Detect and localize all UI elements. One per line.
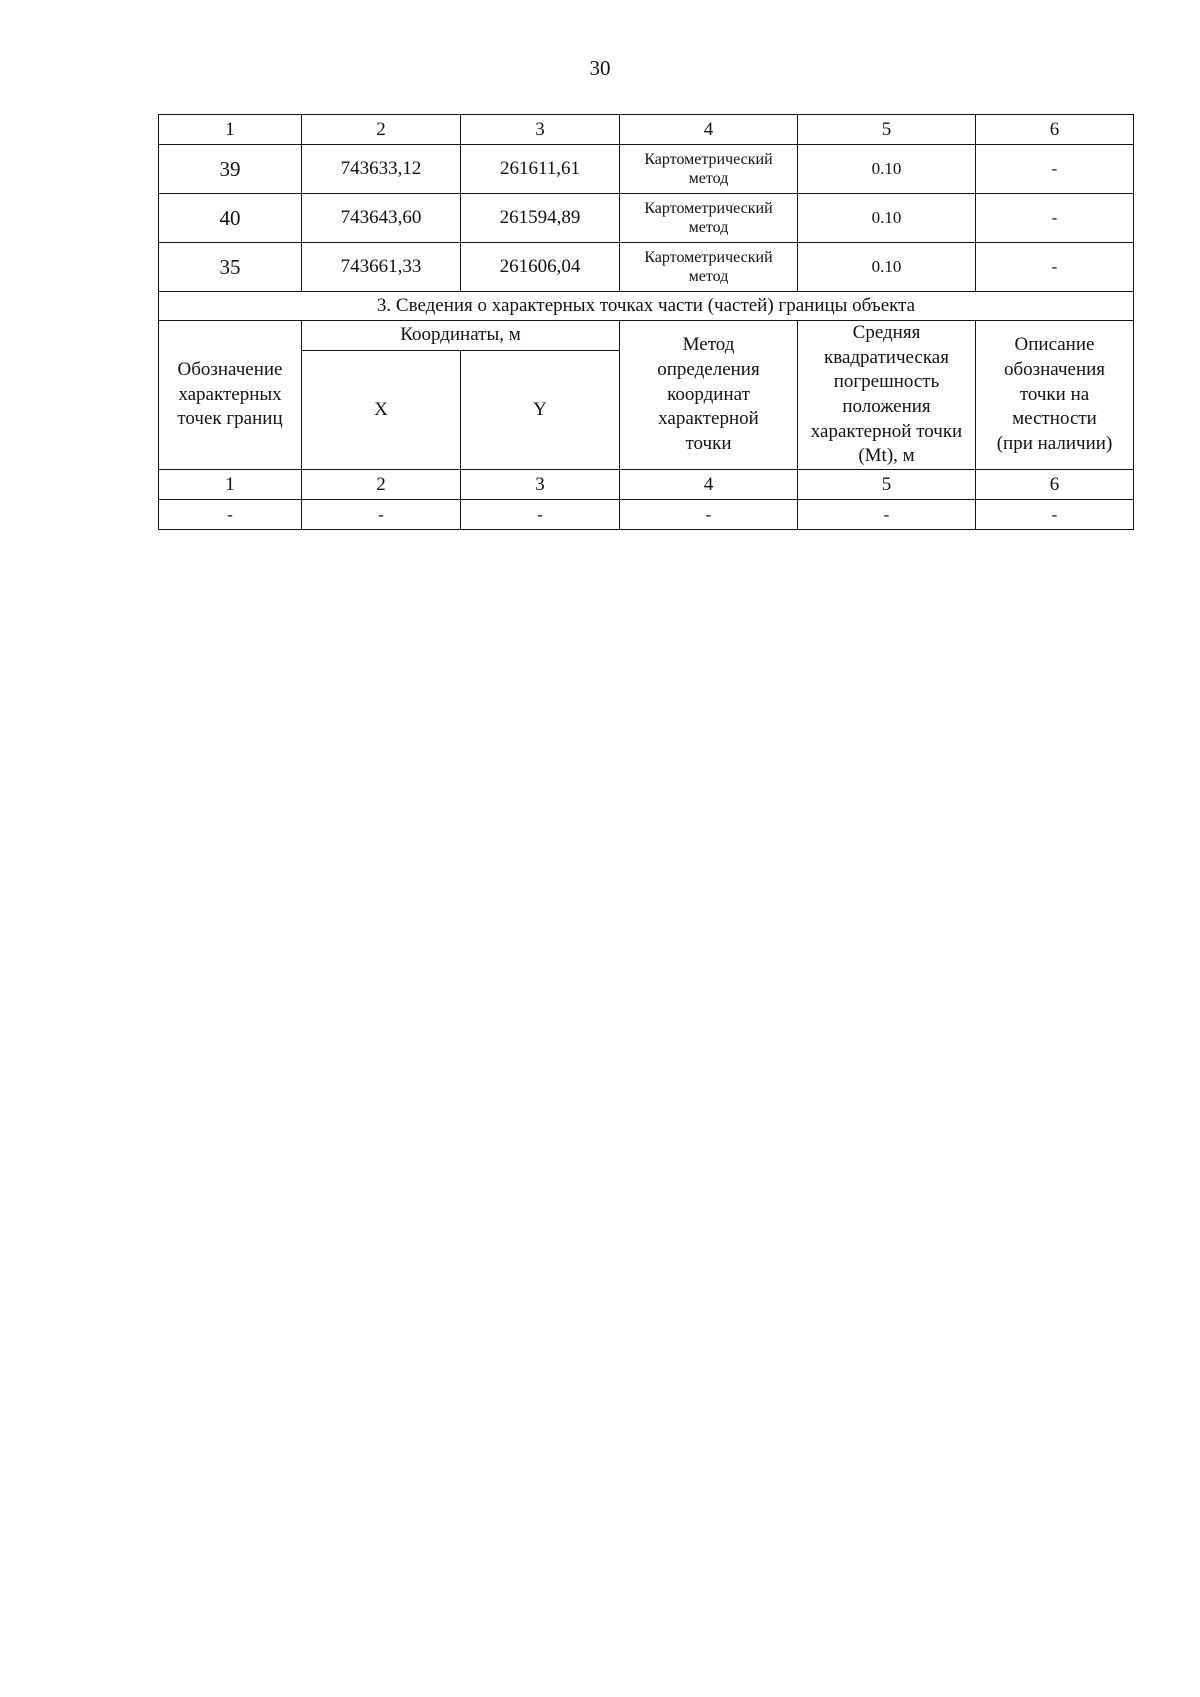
header-line: погрешность xyxy=(833,371,940,393)
header-description xyxy=(976,321,1134,470)
header-line: квадратическая xyxy=(824,346,949,368)
header-point-designation xyxy=(159,321,302,470)
table-row xyxy=(159,194,1134,243)
header-line: характерной точки xyxy=(810,420,963,442)
error-value: 0.10 xyxy=(798,243,976,292)
method-line: метод xyxy=(688,170,729,187)
empty-cell: - xyxy=(620,500,798,530)
description: - xyxy=(976,243,1134,292)
empty-cell: - xyxy=(159,500,302,530)
header-line: (Mt), м xyxy=(858,445,915,467)
description: - xyxy=(976,194,1134,243)
header-line: характерных xyxy=(178,383,282,405)
header-line: точки на xyxy=(1019,383,1090,405)
coord-x: 743661,33 xyxy=(302,243,461,292)
description: - xyxy=(976,145,1134,194)
column-number: 5 xyxy=(798,115,976,145)
error-value: 0.10 xyxy=(798,194,976,243)
header-line: обозначения xyxy=(1003,359,1106,381)
column-number: 5 xyxy=(798,470,976,500)
header-error xyxy=(798,321,976,470)
column-number: 3 xyxy=(461,115,620,145)
section-header-row xyxy=(159,321,1134,351)
column-number-row xyxy=(159,470,1134,500)
coord-x: 743643,60 xyxy=(302,194,461,243)
header-line: (при наличии) xyxy=(996,433,1113,455)
method-cell xyxy=(620,145,798,194)
column-number: 2 xyxy=(302,470,461,500)
column-number: 3 xyxy=(461,470,620,500)
header-line: Средняя xyxy=(852,322,921,343)
method-cell xyxy=(620,243,798,292)
empty-cell: - xyxy=(302,500,461,530)
method-line: Картометрический xyxy=(644,248,773,266)
point-id: 39 xyxy=(159,145,302,194)
column-number: 4 xyxy=(620,115,798,145)
column-number: 6 xyxy=(976,115,1134,145)
coord-y: 261606,04 xyxy=(461,243,620,292)
point-id: 40 xyxy=(159,194,302,243)
method-line: метод xyxy=(688,219,729,236)
section-title: 3. Сведения о характерных точках части (частей) границы объекта xyxy=(159,292,1134,321)
method-cell xyxy=(620,194,798,243)
empty-cell: - xyxy=(798,500,976,530)
header-y: Y xyxy=(461,350,620,470)
header-line: местности xyxy=(1012,408,1097,430)
point-id: 35 xyxy=(159,243,302,292)
column-number: 4 xyxy=(620,470,798,500)
table-row xyxy=(159,243,1134,292)
empty-cell: - xyxy=(461,500,620,530)
header-line: координат xyxy=(667,383,750,405)
empty-cell: - xyxy=(976,500,1134,530)
header-line: положения xyxy=(842,396,931,418)
column-number: 1 xyxy=(159,470,302,500)
section-title-row xyxy=(159,292,1134,321)
header-line: Обозначение xyxy=(177,359,283,381)
boundary-points-table xyxy=(158,114,1134,530)
header-line: точек границ xyxy=(177,408,283,430)
column-number: 6 xyxy=(976,470,1134,500)
column-number: 2 xyxy=(302,115,461,145)
header-coordinates: Координаты, м xyxy=(302,321,620,351)
column-number-row xyxy=(159,115,1134,145)
page-number: 30 xyxy=(589,56,611,80)
column-number: 1 xyxy=(159,115,302,145)
method-line: Картометрический xyxy=(644,150,773,168)
table-row xyxy=(159,145,1134,194)
coord-y: 261611,61 xyxy=(461,145,620,194)
method-line: Картометрический xyxy=(644,199,773,217)
error-value: 0.10 xyxy=(798,145,976,194)
header-line: точки xyxy=(685,433,732,455)
header-line: Описание xyxy=(1014,334,1095,356)
header-line: характерной xyxy=(658,408,759,430)
header-line: Метод xyxy=(682,334,735,356)
header-method xyxy=(620,321,798,470)
coord-y: 261594,89 xyxy=(461,194,620,243)
coord-x: 743633,12 xyxy=(302,145,461,194)
header-x: X xyxy=(302,350,461,470)
method-line: метод xyxy=(688,268,729,285)
table-row xyxy=(159,500,1134,530)
header-line: определения xyxy=(657,359,760,381)
